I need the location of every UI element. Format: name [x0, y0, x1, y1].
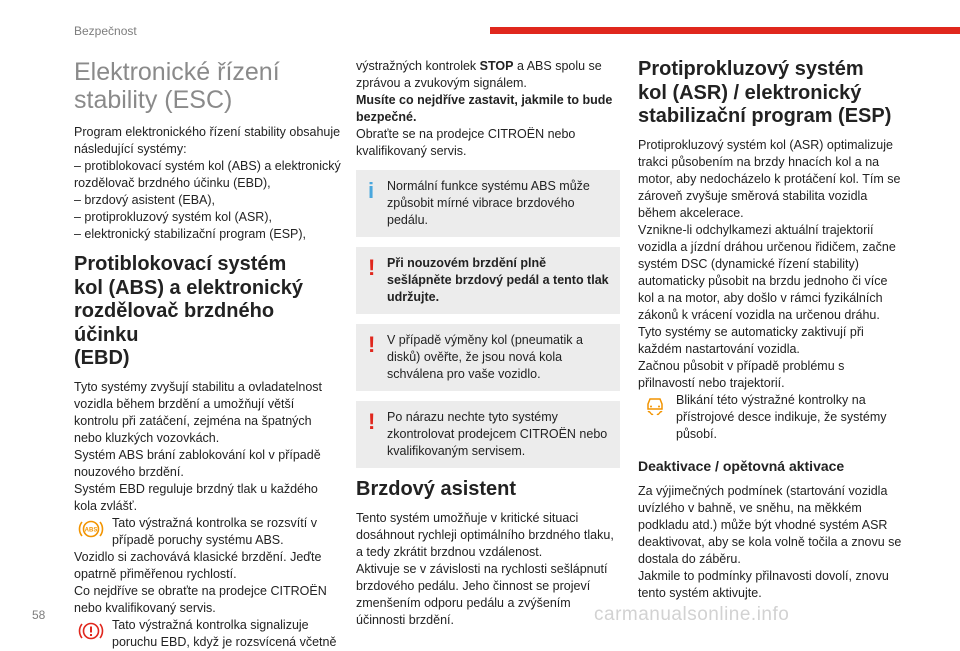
abs-title-line4: (EBD) [74, 347, 130, 369]
warning-note [356, 324, 620, 391]
esc-list-item: – protiprokluzový systém kol (ASR), [74, 210, 272, 224]
header-accent-bar [490, 27, 960, 34]
asr-title-line3: stabilizační program (ESP) [638, 105, 892, 127]
esp-warning-text: Blikání této výstražné kontrolky na přístrojové desce indikuje, že systémy působí. [676, 392, 887, 441]
asr-text: Tyto systémy se automaticky zaktivují při každém nastartování vozidla. [638, 324, 864, 356]
ebd-warning-text: Tato výstražná kontrolka signalizuje poruchu EBD, když je rozsvícená včetně [112, 617, 337, 649]
column-asr-esp [638, 58, 902, 602]
abs-warning-block [74, 515, 342, 549]
column-abs-notes [356, 58, 620, 629]
column-esc [74, 58, 342, 651]
stop-label: STOP [479, 59, 514, 73]
abs-continued-text [356, 58, 620, 92]
page-number: 58 [32, 608, 46, 622]
cont-text-b: a ABS spolu se zprávou a zvukovým signálem. [356, 59, 602, 90]
asr-text: Protiprokluzový systém kol (ASR) optimalizuje trakci působením na brzdy hnacích kol a na motor, aby nedocházelo k protáčení kol. Tím se zároveň zvyšuje směrová stabilita vozidla během akcelerace. [638, 137, 901, 220]
esc-intro: Program elektronického řízení stability obsahuje následující systémy: [74, 125, 341, 156]
esc-title-line2: stability (ESC) [74, 86, 233, 114]
svg-text:ABS: ABS [84, 527, 98, 533]
warning-note [356, 401, 620, 468]
watermark: carmanualsonline.info [594, 604, 790, 625]
warning-note-text: V případě výměny kol (pneumatik a disků) ověřte, že jsou nová kola schválena pro vaše vozidlo. [387, 333, 583, 381]
asr-text: Vznikne-li odchylkamezi aktuální trajektorií vozidla a jízdní dráhou určenou řidičem, začne systém DSC (dynamické řízení stability) automaticky působit na brzdu jednoho či více kol a na motor, aby došlo v rámci fyzikálních zákonů k vrácení vozidla na určenou dráhu. [638, 222, 896, 322]
asr-title-line2: kol (ASR) / elektronický [638, 81, 862, 104]
stop-instruction: Musíte co nejdříve zastavit, jakmile to bude bezpečné. [356, 93, 613, 124]
info-note-text: Normální funkce systému ABS může způsobit mírné vibrace brzdového pedálu. [387, 179, 590, 227]
deactivation-text: Jakmile to podmínky přilnavosti dovolí, znovu tento systém aktivujte. [638, 568, 889, 600]
brake-assist-title: Brzdový asistent [356, 478, 517, 500]
esp-warning-block [638, 392, 902, 443]
abs-warning-icon [78, 517, 104, 541]
warning-note-text: Při nouzovém brzdění plně sešlápněte brzdový pedál a tento tlak udržujte. [387, 256, 609, 304]
esc-list-item: – brzdový asistent (EBA), [74, 193, 216, 207]
brake-assist-text: Aktivuje se v závislosti na rychlosti sešlápnutí brzdového pedálu. Jeho činnost se projeví zmenšením odporu pedálu a zvýšením účinnosti brzdění. [356, 561, 608, 627]
brake-warning-icon [78, 619, 104, 643]
warning-note [356, 247, 620, 314]
esc-title [74, 58, 342, 114]
esc-list-item: – elektronický stabilizační program (ESP), [74, 227, 307, 241]
exclamation-icon: ! [368, 255, 376, 280]
esc-list-item: – protiblokovací systém kol (ABS) a elektronický rozdělovač brzdného účinku (EBD), [74, 159, 341, 190]
esp-skid-icon [642, 394, 668, 418]
abs-warning-text-c: Co nejdříve se obraťte na prodejce CITROËN nebo kvalifikovaný servis. [74, 583, 327, 615]
exclamation-icon: ! [368, 332, 376, 357]
abs-ebd-title [74, 253, 342, 371]
abs-warning-text: Tato výstražná kontrolka se rozsvítí v případě poruchy systému ABS. [112, 515, 317, 547]
section-label: Bezpečnost [74, 24, 137, 38]
abs-title-line3: rozdělovač brzdného účinku [74, 300, 275, 346]
ebd-warning-block [74, 617, 342, 651]
cont-text-a: výstražných kontrolek [356, 59, 477, 73]
info-icon: i [368, 178, 375, 203]
info-note [356, 170, 620, 237]
warning-note-text: Po nárazu nechte tyto systémy zkontrolovat prodejcem CITROËN nebo kvalifikovaným servisem. [387, 410, 608, 458]
contact-text: Obraťte se na prodejce CITROËN nebo kvalifikovaný servis. [356, 127, 576, 158]
abs-text: Systém EBD reguluje brzdný tlak u každého kola zvlášť. [74, 481, 318, 513]
asr-title-line1: Protiprokluzový systém [638, 58, 864, 80]
asr-esp-title [638, 58, 902, 129]
abs-text: Systém ABS brání zablokování kol v případě nouzového brzdění. [74, 447, 321, 479]
exclamation-icon: ! [368, 409, 376, 434]
esc-title-line1: Elektronické řízení [74, 58, 280, 86]
abs-warning-text-b: Vozidlo si zachovává klasické brzdění. Jeďte opatrně přiměřenou rychlostí. [74, 549, 322, 581]
abs-text: Tyto systémy zvyšují stabilitu a ovladatelnost vozidla během brzdění a umožňují větší kontrolu při zatáčení, zejména na špatných nebo kluzkých vozovkách. [74, 379, 323, 445]
abs-title-line1: Protiblokovací systém [74, 253, 287, 275]
abs-title-line2: kol (ABS) a elektronický [74, 276, 303, 299]
asr-text: Začnou působit v případě problému s přilnavostí nebo trajektorií. [638, 358, 845, 390]
brake-assist-text: Tento systém umožňuje v kritické situaci dosáhnout rychleji optimálního brzdného tlaku, a tedy zkrátit brzdnou vzdálenost. [356, 510, 614, 559]
deactivation-title: Deaktivace / opětovná aktivace [638, 457, 845, 474]
deactivation-text: Za výjimečných podmínek (startování vozidla uvízlého v bahně, ve sněhu, na měkkém podkladu atd.) může být vhodné systém ASR deaktivovat, aby se kola volně točila a znovu se dostala do záběru. [638, 483, 902, 566]
